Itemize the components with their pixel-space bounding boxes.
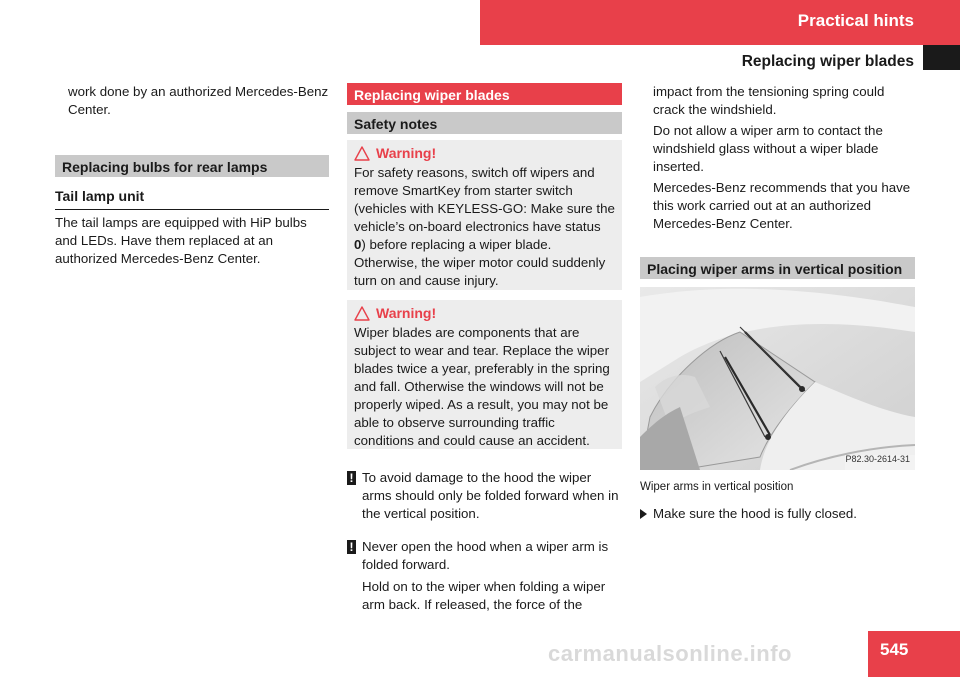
warning-title-2 — [354, 304, 616, 322]
warning-text-1b: ) before replacing a wiper blade. Otherwise, the wiper motor could suddenly turn on and cause injury. — [354, 237, 606, 288]
wiper-arms-photo — [640, 287, 915, 470]
warning-text-1 — [354, 164, 616, 290]
note-hood-damage — [347, 469, 622, 527]
continued-text-3: Mercedes-Benz recommends that you have this work carried out at an authorized Mercedes-Benz Center. — [653, 180, 911, 231]
continued-text-2: Do not allow a wiper arm to contact the windshield glass without a wiper blade inserted. — [653, 123, 883, 174]
warning-box-1 — [347, 140, 622, 290]
step-text: Make sure the hood is fully closed. — [653, 506, 857, 521]
section-title-vertical-position: Placing wiper arms in vertical position — [640, 257, 915, 279]
exclamation-icon: ! — [347, 471, 356, 485]
warning-title-text-1: Warning! — [376, 145, 437, 161]
warning-status-value: 0 — [354, 237, 362, 252]
chapter-tab: Practical hints — [480, 0, 960, 45]
tail-lamp-text: The tail lamps are equipped with HiP bulbs and LEDs. Have them replaced at an authorized Mercedes-Benz Center. — [55, 215, 307, 266]
section-title-bulbs: Replacing bulbs for rear lamps — [55, 155, 329, 177]
corner-block — [923, 45, 960, 70]
note-never-open-hood — [347, 538, 622, 618]
section-title-wiper: Replacing wiper blades — [347, 83, 622, 105]
intro-text: work done by an authorized Mercedes-Benz Center. — [68, 84, 329, 117]
page-number: 545 — [868, 631, 960, 677]
exclamation-icon: ! — [347, 540, 356, 554]
continued-text-1: impact from the tensioning spring could crack the windshield. — [653, 84, 885, 117]
instruction-step — [640, 505, 915, 523]
warning-triangle-icon — [354, 146, 370, 161]
figure-caption: Wiper arms in vertical position — [640, 481, 794, 493]
warning-box-2 — [347, 300, 622, 449]
note-text-2b: Hold on to the wiper when folding a wiper arm back. If released, the force of the — [362, 579, 606, 612]
note-text-1: To avoid damage to the hood the wiper arms should only be folded forward when in the vertical position. — [362, 470, 619, 521]
running-title: Replacing wiper blades — [741, 53, 914, 70]
warning-title-text-2: Warning! — [376, 305, 437, 321]
image-code: P82.30-2614-31 — [845, 454, 910, 464]
warning-title-1 — [354, 144, 616, 162]
subsection-title-tail-lamp: Tail lamp unit — [55, 187, 329, 210]
warning-triangle-icon — [354, 306, 370, 321]
car-windshield-illustration — [640, 287, 915, 470]
subsection-title-safety: Safety notes — [347, 112, 622, 134]
warning-text-2: Wiper blades are components that are subject to wear and tear. Replace the wiper blades twice a year, preferably in the spring and fall. Otherwise the windows will not be properly wiped. As a result, you may not be able to observe surrounding traffic conditions and could cause an accident. — [354, 325, 610, 448]
step-arrow-icon — [640, 509, 647, 519]
warning-text-1a: For safety reasons, switch off wipers and remove SmartKey from starter switch (vehicles with KEYLESS-GO: Make sure the vehicle’s on-board electronics have status — [354, 165, 615, 234]
watermark-text: carmanualsonline.info — [548, 641, 792, 666]
note-text-2a: Never open the hood when a wiper arm is folded forward. — [362, 539, 609, 572]
